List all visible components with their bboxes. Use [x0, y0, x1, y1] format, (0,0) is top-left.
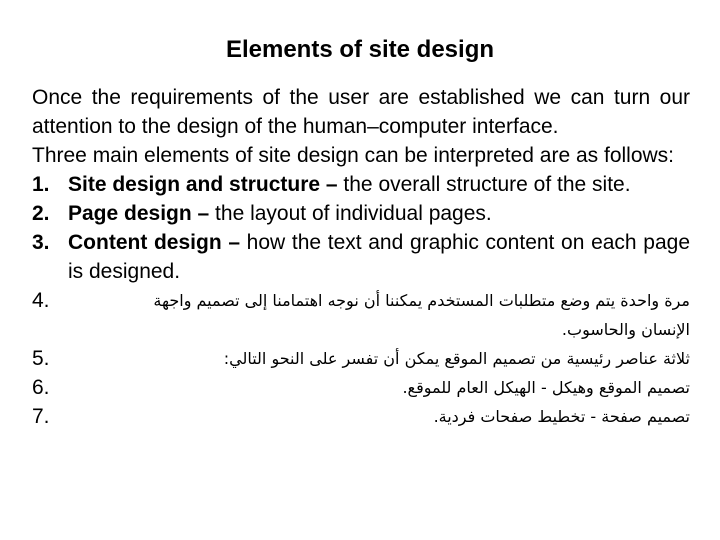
list-item-number: 6.: [32, 376, 50, 399]
intro-paragraph-1: Once the requirements of the user are established we can turn our attention to the design of the human–computer interface.: [32, 86, 690, 138]
slide-body: [32, 83, 690, 431]
list-item-description: the overall structure of the site.: [337, 173, 631, 196]
list-item-number: 5.: [32, 347, 50, 370]
list-item-description: how the text and graphic content on each page is designed.: [68, 231, 690, 283]
list-item-arabic-text: [68, 344, 690, 373]
list-item: [32, 228, 690, 286]
list-item-description: the layout of individual pages.: [209, 202, 492, 225]
arabic-line-1: تصميم صفحة - تخطيط صفحات فردية.: [433, 407, 690, 426]
arabic-line-2: الإنسان والحاسوب.: [561, 320, 690, 339]
intro-paragraph-2: Three main elements of site design can be interpreted are as follows:: [32, 144, 675, 167]
list-item-text: [68, 228, 690, 286]
elements-list: [32, 170, 690, 431]
list-item-arabic: [32, 286, 690, 344]
list-item-text: [68, 199, 690, 228]
arabic-line-1: تصميم الموقع وهيكل - الهيكل العام للموقع.: [402, 378, 690, 397]
list-item-term: Content design –: [68, 231, 241, 254]
list-item-arabic: [32, 344, 690, 373]
list-item-arabic-text: [68, 286, 690, 344]
arabic-line-1: ثلاثة عناصر رئيسية من تصميم الموقع يمكن أن تفسر على النحو التالي:: [223, 349, 690, 368]
list-item-number: 4.: [32, 289, 50, 312]
list-item-arabic: [32, 402, 690, 431]
list-item-text: [68, 170, 690, 199]
list-item-number: 7.: [32, 405, 50, 428]
list-item: [32, 199, 690, 228]
list-item-number: 1.: [32, 173, 50, 196]
list-item-number: 2.: [32, 202, 50, 225]
list-item-arabic: [32, 373, 690, 402]
arabic-line-1: مرة واحدة يتم وضع متطلبات المستخدم يمكننا أن نوجه اهتمامنا إلى تصميم واجهة: [153, 291, 690, 310]
list-item-term: Page design –: [68, 202, 210, 225]
list-item-arabic-text: [68, 402, 690, 431]
list-item-number: 3.: [32, 231, 50, 254]
list-item: [32, 170, 690, 199]
slide-title: Elements of site design: [225, 36, 495, 63]
list-item-arabic-text: [68, 373, 690, 402]
list-item-term: Site design and structure –: [68, 173, 338, 196]
